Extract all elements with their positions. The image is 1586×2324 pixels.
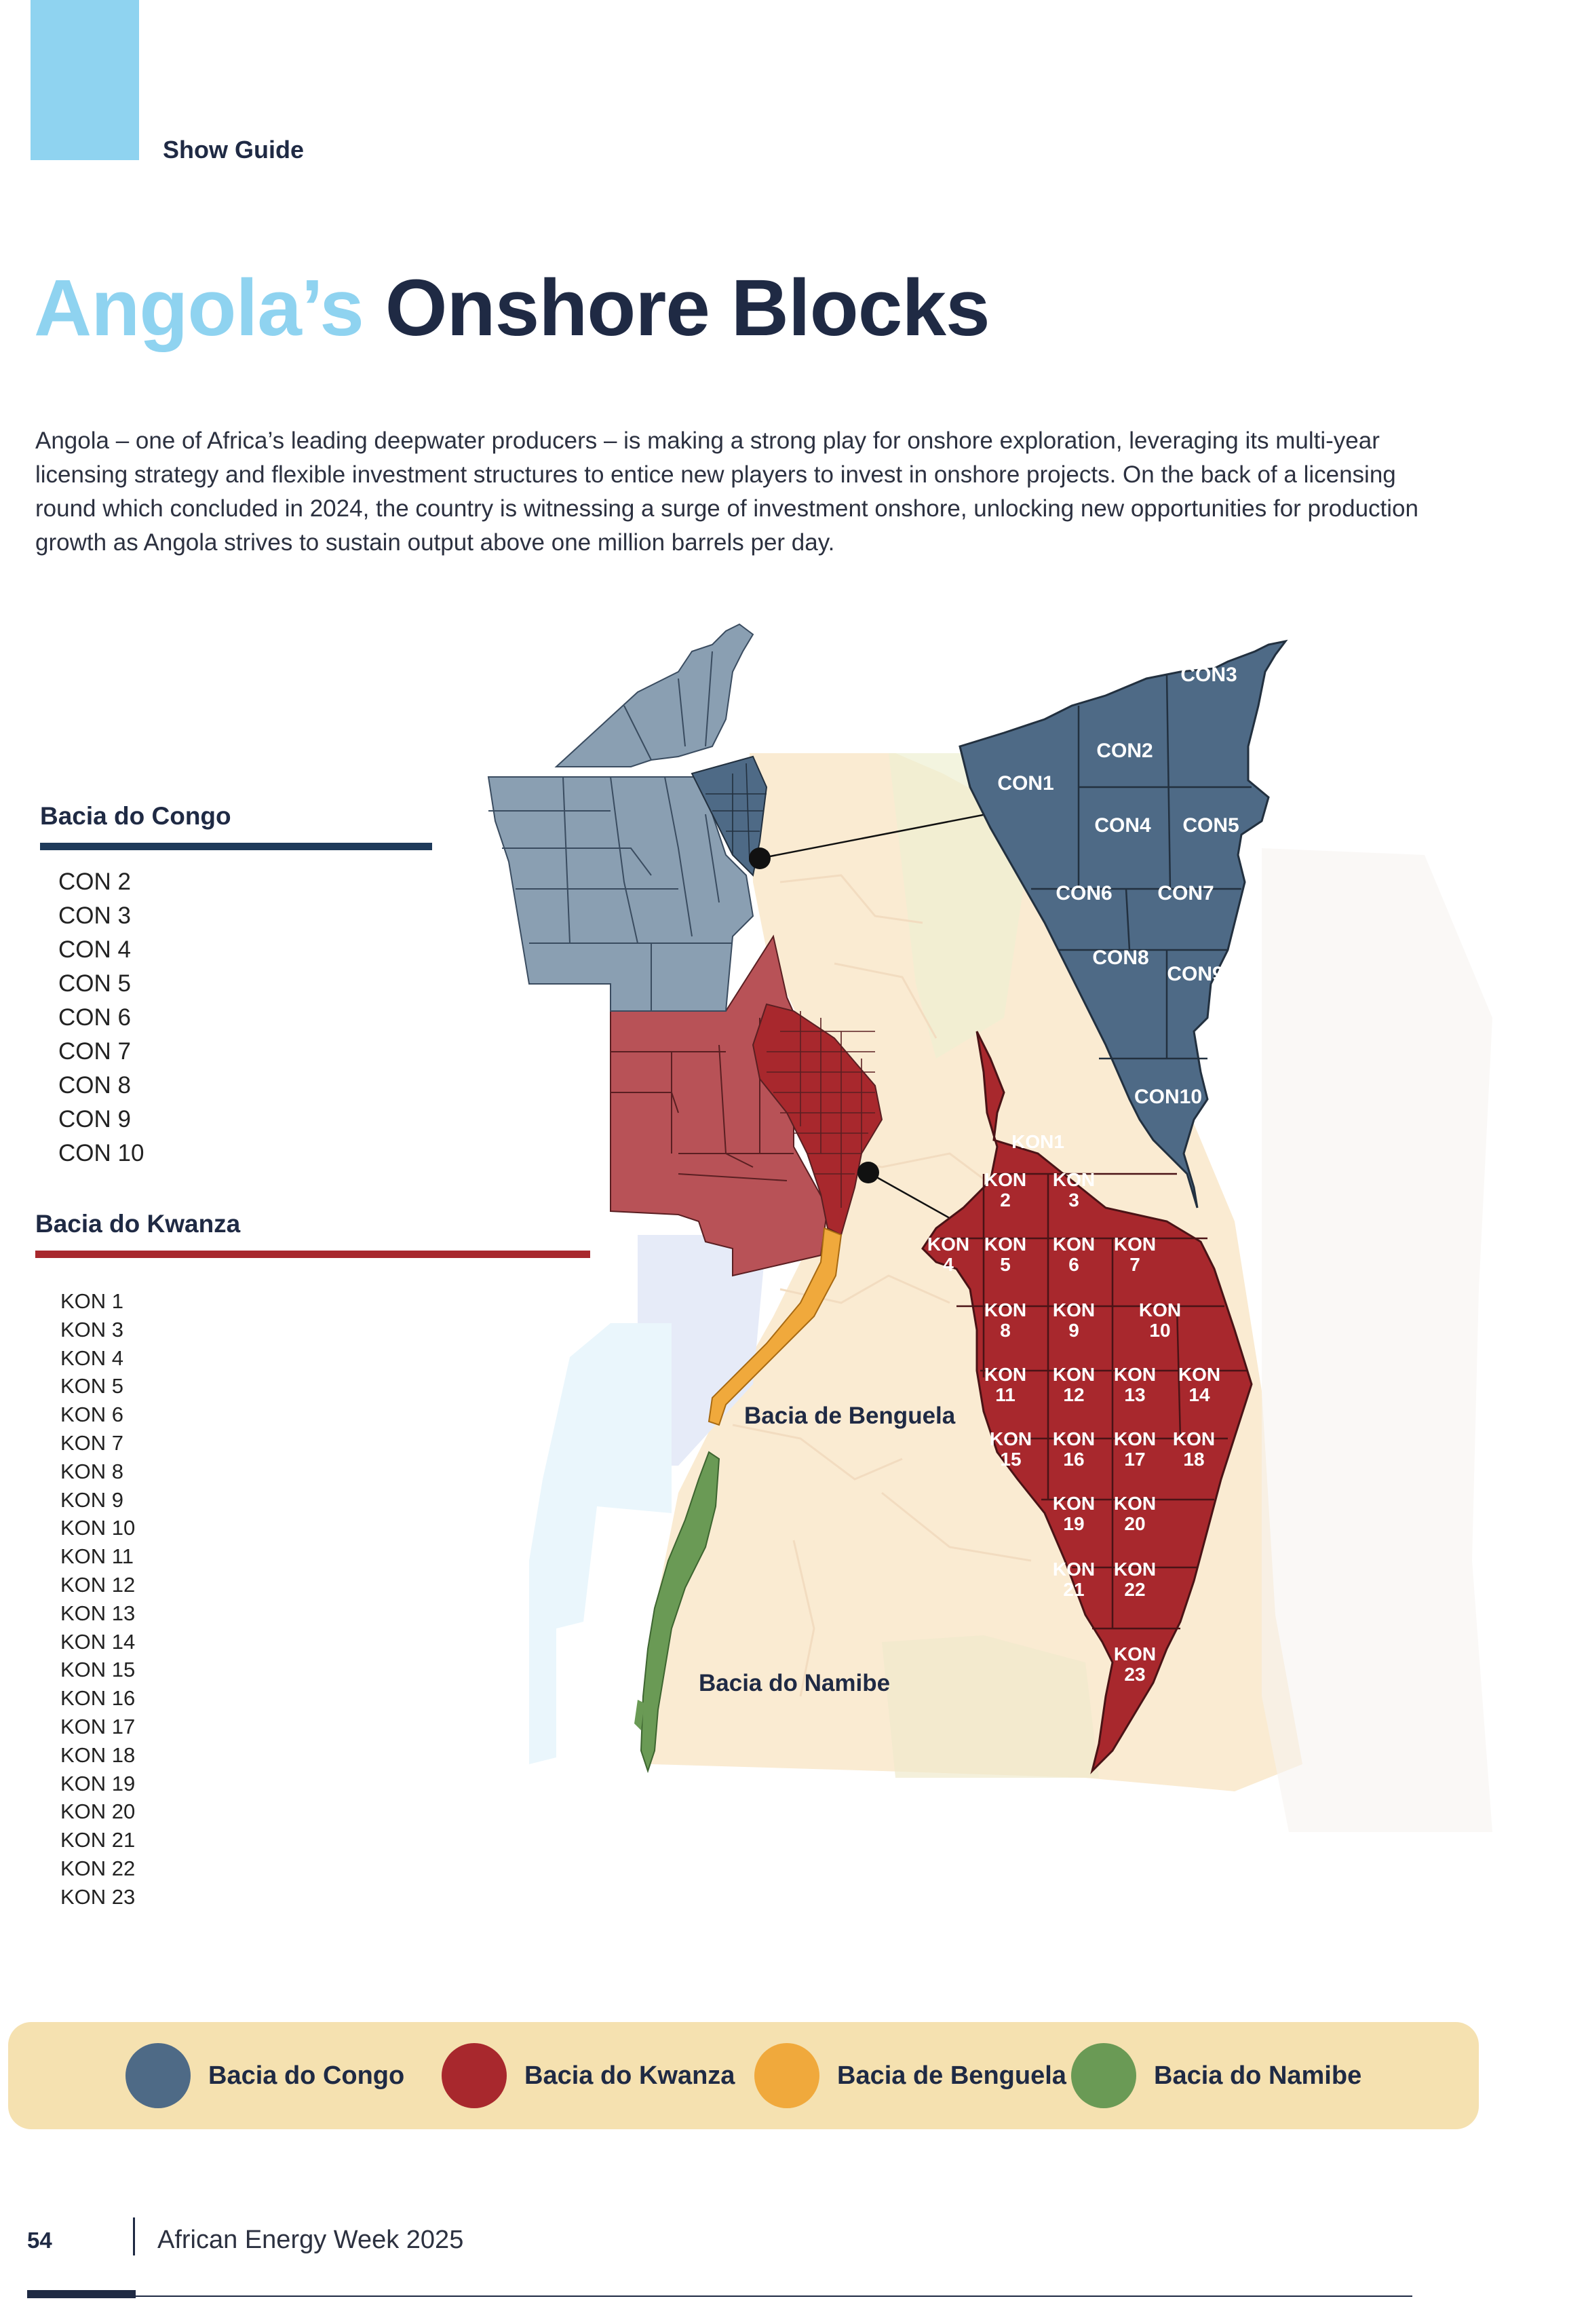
intro-paragraph: Angola – one of Africa’s leading deepwater producers – is making a strong play for onshore exploration, leveraging its multi-year licensing strategy and flexible investment structures to entice new players to invest in onshore projects. On the back of a licensing round which concluded in 2024, the country is witnessing a surge of investment onshore, unlocking new opportunities for production growth as Angola strives to sustain output above one million barrels per day.: [35, 427, 1418, 556]
congo-list-item: CON 2: [58, 869, 131, 895]
kwanza-list-item: KON 1: [60, 1289, 124, 1313]
kwanza-list-item: KON 23: [60, 1884, 136, 1909]
section-label: Show Guide: [163, 136, 305, 164]
map-label-kon-5: KON 6: [1052, 1234, 1096, 1275]
page-number: 54: [27, 2228, 52, 2253]
legend-item-kwanza: [442, 2022, 735, 2129]
kwanza-list-heading: Bacia do Kwanza: [35, 1210, 241, 1238]
congo-list-item: CON 8: [58, 1072, 131, 1099]
legend-swatch-kwanza: [442, 2043, 507, 2108]
map-label-kon-15: KON 16: [1052, 1428, 1096, 1470]
kwanza-list-item: KON 9: [60, 1487, 124, 1512]
kwanza-block-labels: [1011, 1131, 1064, 1152]
kwanza-list-item: KON 22: [60, 1856, 136, 1880]
footer-publication: African Energy Week 2025: [157, 2226, 464, 2254]
land-fade-east: [1262, 848, 1492, 1832]
map-label-con7: CON7: [1157, 882, 1214, 904]
map-label-kon-1: KON 2: [984, 1169, 1027, 1211]
kwanza-list-item: KON 10: [60, 1516, 136, 1540]
legend-swatch-benguela: [754, 2043, 819, 2108]
map-label-kon-21: KON 22: [1113, 1559, 1157, 1600]
congo-list-item: CON 3: [58, 902, 131, 929]
kwanza-list-item: KON 14: [60, 1629, 136, 1654]
map-label-kon-14: KON 15: [989, 1428, 1032, 1470]
kwanza-list-item: KON 19: [60, 1771, 136, 1795]
legend-item-namibe: [1071, 2022, 1361, 2129]
map-label-kon-6: KON 7: [1113, 1234, 1157, 1275]
kwanza-list-item: KON 8: [60, 1459, 124, 1483]
congo-list-item: CON 10: [58, 1140, 144, 1166]
map-label-kon-16: KON 17: [1113, 1428, 1157, 1470]
basin-legend: [8, 2022, 1479, 2129]
legend-label-namibe: Bacia do Namibe: [1154, 2061, 1362, 2090]
kwanza-list-item: KON 17: [60, 1714, 136, 1738]
title-part-2: Onshore Blocks: [385, 263, 990, 353]
congo-list-rule: [40, 843, 432, 850]
map-label-con4: CON4: [1094, 814, 1151, 837]
kwanza-list-item: KON 21: [60, 1828, 136, 1852]
map-label-con3: CON3: [1180, 664, 1237, 686]
map-label-con8: CON8: [1092, 947, 1149, 969]
kwanza-list-item: KON 11: [60, 1544, 134, 1569]
footer-rule: [27, 2296, 1412, 2297]
congo-block-list: [58, 865, 144, 1170]
map-label-kon-12: KON 13: [1113, 1364, 1157, 1405]
map-label-kon-17: KON 18: [1172, 1428, 1216, 1470]
footer-divider: [133, 2217, 135, 2255]
map-label-kon-8: KON 9: [1052, 1299, 1096, 1341]
kwanza-block-list: [60, 1287, 135, 1911]
footer-rule-accent: [27, 2290, 136, 2298]
map-label-kon-13: KON 14: [1178, 1364, 1221, 1405]
legend-label-congo: Bacia do Congo: [208, 2061, 405, 2090]
map-label-con9: CON9: [1167, 963, 1224, 985]
kwanza-list-rule: [35, 1251, 590, 1258]
congo-list-item: CON 9: [58, 1106, 131, 1132]
kwanza-list-item: KON 13: [60, 1601, 136, 1625]
legend-swatch-congo: [125, 2043, 191, 2108]
congo-callout-dot: [749, 847, 771, 869]
congo-cabinda-blocks: [556, 624, 753, 767]
congo-list-item: CON 5: [58, 970, 131, 997]
congo-list-item: CON 4: [58, 936, 131, 963]
map-label-kon-4: KON 5: [984, 1234, 1027, 1275]
legend-swatch-namibe: [1071, 2043, 1136, 2108]
kwanza-list-item: KON 4: [60, 1346, 124, 1370]
congo-list-item: CON 6: [58, 1004, 131, 1031]
map-label-con5: CON5: [1182, 814, 1239, 837]
map-label-kon-10: KON 11: [984, 1364, 1027, 1405]
legend-item-benguela: [754, 2022, 1066, 2129]
map-label-kon-11: KON 12: [1052, 1364, 1096, 1405]
kwanza-list-item: KON 18: [60, 1742, 136, 1767]
map-label-con2: CON2: [1096, 740, 1153, 762]
map-label-kon1: KON1: [1011, 1131, 1064, 1152]
kwanza-list-item: KON 20: [60, 1799, 136, 1824]
kwanza-list-item: KON 16: [60, 1686, 136, 1711]
kwanza-list-item: KON 15: [60, 1658, 136, 1682]
kwanza-list-item: KON 6: [60, 1403, 124, 1427]
kwanza-list-item: KON 3: [60, 1317, 124, 1341]
congo-list-item: CON 7: [58, 1038, 131, 1065]
map-label-kon-20: KON 21: [1052, 1559, 1096, 1600]
title-part-1: Angola’s: [34, 263, 364, 353]
congo-list-heading: Bacia do Congo: [40, 802, 231, 830]
map-label-kon-22: KON 23: [1113, 1643, 1157, 1685]
legend-item-congo: [125, 2022, 404, 2129]
map-label-namibe: Bacia do Namibe: [699, 1670, 891, 1696]
legend-label-kwanza: Bacia do Kwanza: [524, 2061, 735, 2090]
map-label-con10: CON10: [1134, 1086, 1203, 1108]
map-label-kon-7: KON 8: [984, 1299, 1027, 1341]
map-label-benguela: Bacia de Benguela: [744, 1403, 956, 1429]
map-label-kon-19: KON 20: [1113, 1493, 1157, 1534]
map-label-con1: CON1: [997, 772, 1054, 795]
kwanza-callout-dot: [857, 1162, 879, 1183]
map-label-kon-9: KON 10: [1138, 1299, 1182, 1341]
map-label-kon-18: KON 19: [1052, 1493, 1096, 1534]
map-label-con6: CON6: [1056, 882, 1113, 904]
map-label-kon-3: KON 4: [927, 1234, 970, 1275]
legend-label-benguela: Bacia de Benguela: [837, 2061, 1066, 2090]
kwanza-list-item: KON 12: [60, 1572, 136, 1597]
kwanza-list-item: KON 7: [60, 1430, 124, 1455]
kwanza-list-item: KON 5: [60, 1374, 124, 1398]
map-label-kon-2: KON 3: [1052, 1169, 1096, 1211]
